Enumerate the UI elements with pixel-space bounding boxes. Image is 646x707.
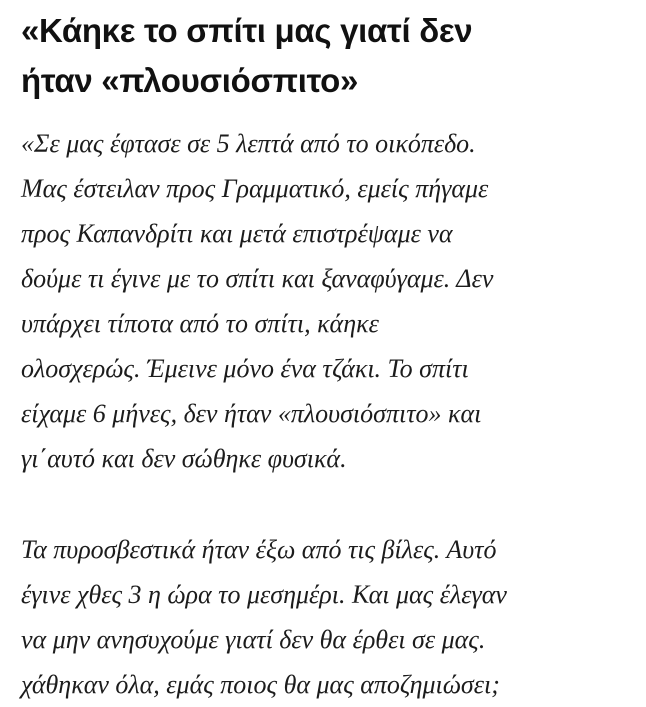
paragraph-line: έγινε χθες 3 η ώρα το μεσημέρι. Και μας έλεγαν: [21, 580, 507, 609]
paragraph-line: δούμε τι έγινε με το σπίτι και ξαναφύγαμε. Δεν: [21, 264, 494, 293]
paragraph-line: «Σε μας έφτασε σε 5 λεπτά από το οικόπεδο.: [21, 129, 476, 158]
paragraph-line: είχαμε 6 μήνες, δεν ήταν «πλουσιόσπιτο» και: [21, 399, 482, 428]
paragraph-2: [21, 527, 631, 707]
headline-line-1: «Κάηκε το σπίτι μας γιατί δεν: [21, 12, 473, 49]
paragraph-line: προς Καπανδρίτι και μετά επιστρέψαμε να: [21, 219, 453, 248]
paragraph-line: Μας έστειλαν προς Γραμματικό, εμείς πήγαμε: [21, 174, 489, 203]
paragraph-1: [21, 121, 631, 481]
paragraph-line: να μην ανησυχούμε γιατί δεν θα έρθει σε μας.: [21, 625, 486, 654]
quote-body: [21, 121, 631, 707]
paragraph-line: γι΄αυτό και δεν σώθηκε φυσικά.: [21, 444, 347, 473]
paragraph-spacer: [21, 481, 631, 527]
paragraph-line: υπάρχει τίποτα από το σπίτι, κάηκε: [21, 309, 379, 338]
paragraph-line: χάθηκαν όλα, εμάς ποιος θα μας αποζημιώσει;: [21, 670, 500, 699]
article-headline: [21, 6, 631, 106]
paragraph-line: ολοσχερώς. Έμεινε μόνο ένα τζάκι. Το σπίτι: [21, 354, 469, 383]
paragraph-line: Τα πυροσβεστικά ήταν έξω από τις βίλες. Αυτό: [21, 535, 497, 564]
headline-line-2: ήταν «πλουσιόσπιτο»: [21, 62, 359, 99]
